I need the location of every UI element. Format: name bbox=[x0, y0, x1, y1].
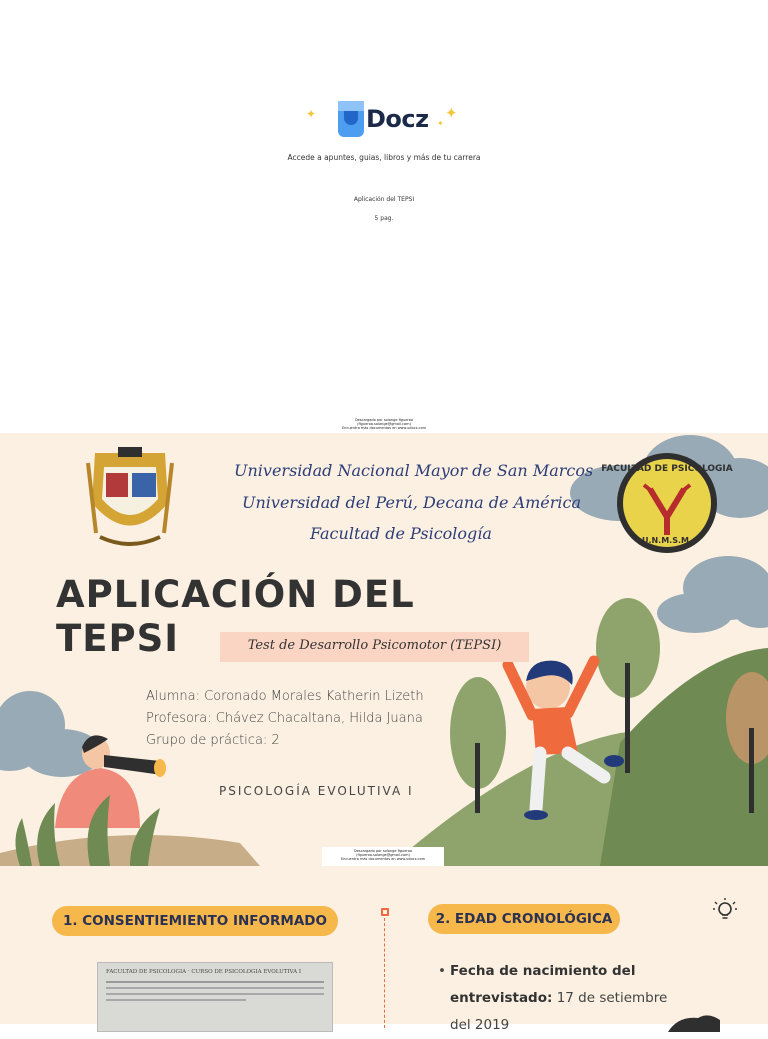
cover-page bbox=[0, 0, 768, 433]
download-note: Descargado por solange figueroa (figueroa.solange@gmail.com) Encuentra más documentos en www.udocz.com bbox=[341, 418, 427, 430]
title-slide bbox=[0, 433, 768, 866]
document-title: Aplicación del TEPSI bbox=[353, 196, 415, 203]
timeline-marker bbox=[381, 908, 389, 916]
faculty-name: Facultad de Psicología bbox=[310, 524, 492, 543]
seal-text: FACULTAD DE PSICOLOGIA bbox=[601, 464, 733, 474]
professor-name: Profesora: Chávez Chacaltana, Hilda Juana bbox=[146, 711, 423, 726]
consent-scan-image[interactable] bbox=[97, 962, 333, 1032]
sparkle-icon: ✦ bbox=[306, 107, 317, 121]
slide-title: APLICACIÓN DEL TEPSI bbox=[56, 573, 415, 660]
content-slide bbox=[0, 866, 768, 1033]
slide-subtitle: Test de Desarrollo Psicomotor (TEPSI) bbox=[247, 638, 502, 653]
udocz-logo[interactable] bbox=[338, 100, 429, 138]
sparkle-icon: ✦ bbox=[437, 119, 444, 128]
sparkle-icon: ✦ bbox=[445, 104, 458, 122]
decoration-illustration bbox=[668, 1012, 748, 1032]
page-count: 5 pag. bbox=[374, 215, 394, 222]
bullet-label: Fecha de nacimiento del entrevistado: bbox=[450, 963, 636, 1006]
download-note: Descargado por solange figueroa (figueroa.solange@gmail.com) Encuentra más documentos en www.udocz.com bbox=[322, 847, 444, 866]
udocz-logo-text: Docz bbox=[366, 105, 429, 133]
bullet-dot: • bbox=[438, 963, 446, 979]
tagline: Accede a apuntes, guias, libros y más de tu carrera bbox=[287, 153, 481, 162]
udocz-logo-mark bbox=[338, 101, 364, 137]
section-informed-consent: 1. CONSENTIEMIENTO INFORMADO bbox=[52, 906, 338, 936]
section-chronological-age: 2. EDAD CRONOLÓGICA bbox=[428, 904, 620, 934]
course-name: PSICOLOGÍA EVOLUTIVA I bbox=[219, 784, 414, 798]
practice-group: Grupo de práctica: 2 bbox=[146, 733, 280, 748]
university-crest-icon bbox=[88, 447, 172, 544]
scan-header: FACULTAD DE PSICOLOGIA · CURSO DE PSICOLOGIA EVOLUTIVA I bbox=[106, 969, 302, 975]
subtitle-box bbox=[220, 632, 529, 662]
student-name: Alumna: Coronado Morales Katherin Lizeth bbox=[146, 689, 424, 704]
bullet-value: 17 de setiembre del 2019 bbox=[450, 990, 668, 1033]
timeline-line bbox=[384, 918, 385, 1028]
seal-subtext: U.N.M.S.M. bbox=[641, 536, 693, 545]
university-name-line-2: Universidad del Perú, Decana de América bbox=[242, 493, 582, 512]
birth-date-bullet bbox=[438, 958, 668, 1039]
lightbulb-icon bbox=[711, 896, 739, 924]
university-name-line-1: Universidad Nacional Mayor de San Marcos bbox=[234, 461, 594, 480]
